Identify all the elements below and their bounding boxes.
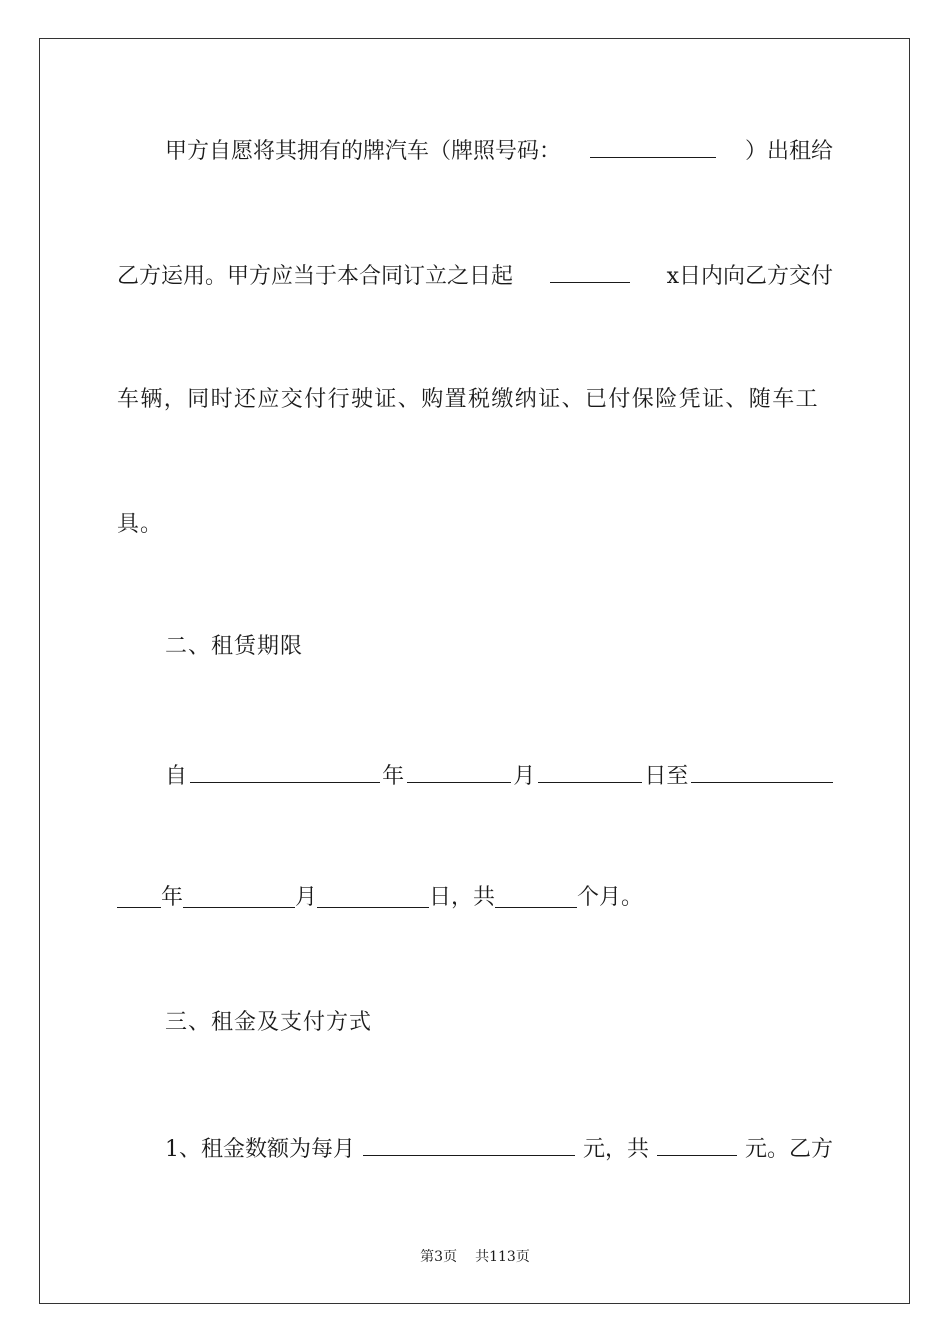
line4-text: 具。 [117, 512, 164, 537]
paragraph-line-2 [117, 260, 833, 292]
paragraph-line-4 [117, 510, 833, 540]
section-heading-rent-payment [117, 1008, 833, 1038]
total-pages: 共113页 [475, 1249, 530, 1265]
start-month-blank [407, 760, 511, 783]
end-day-blank [317, 885, 429, 908]
period-day-to-label: 日至 [644, 764, 689, 789]
period-year-label: 年 [382, 764, 405, 789]
end-month-blank [183, 885, 295, 908]
line1-text-before: 甲方自愿将其拥有的牌汽车（牌照号码： [165, 139, 562, 164]
period-from-label: 自 [165, 764, 188, 789]
section-heading-lease-period [117, 632, 833, 662]
plate-number-blank [590, 135, 716, 158]
rent-yuan-end-label: 元。乙方 [744, 1137, 833, 1162]
rent-label: 1、租金数额为每月 [165, 1137, 355, 1162]
start-day-blank [538, 760, 642, 783]
monthly-rent-blank [363, 1133, 575, 1156]
rent-yuan-total-label: 元，共 [582, 1137, 649, 1162]
line3-text: 车辆，同时还应交付行驶证、购置税缴纳证、已付保险凭证、随车工 [117, 387, 820, 412]
section3-title: 三、租金及支付方式 [165, 1010, 373, 1035]
period2-year-label: 年 [161, 885, 184, 910]
line2-text-before: 乙方运用。甲方应当于本合同订立之日起 [117, 264, 514, 289]
total-rent-blank [657, 1133, 737, 1156]
period2-months-label: 个月。 [577, 885, 644, 910]
page-border [39, 38, 910, 1304]
total-months-blank [495, 885, 577, 908]
period-line-2 [117, 883, 833, 913]
end-year-blank-part1 [691, 760, 833, 783]
period2-day-total-label: 日，共 [429, 885, 496, 910]
line1-text-after: ）出租给 [744, 139, 833, 164]
start-year-blank [190, 760, 380, 783]
section2-title: 二、租赁期限 [165, 634, 304, 659]
rent-amount-line [117, 1133, 833, 1165]
line2-text-after: x日内向乙方交付 [666, 264, 833, 289]
period-month-label: 月 [513, 764, 536, 789]
page-footer [0, 1247, 950, 1267]
period2-month-label: 月 [295, 885, 318, 910]
paragraph-line-1 [117, 135, 833, 167]
page-number: 第3页 [420, 1249, 458, 1265]
paragraph-line-3 [117, 385, 833, 415]
delivery-days-blank [550, 260, 630, 283]
end-year-blank-part2 [117, 885, 161, 908]
period-line-1 [117, 760, 833, 792]
